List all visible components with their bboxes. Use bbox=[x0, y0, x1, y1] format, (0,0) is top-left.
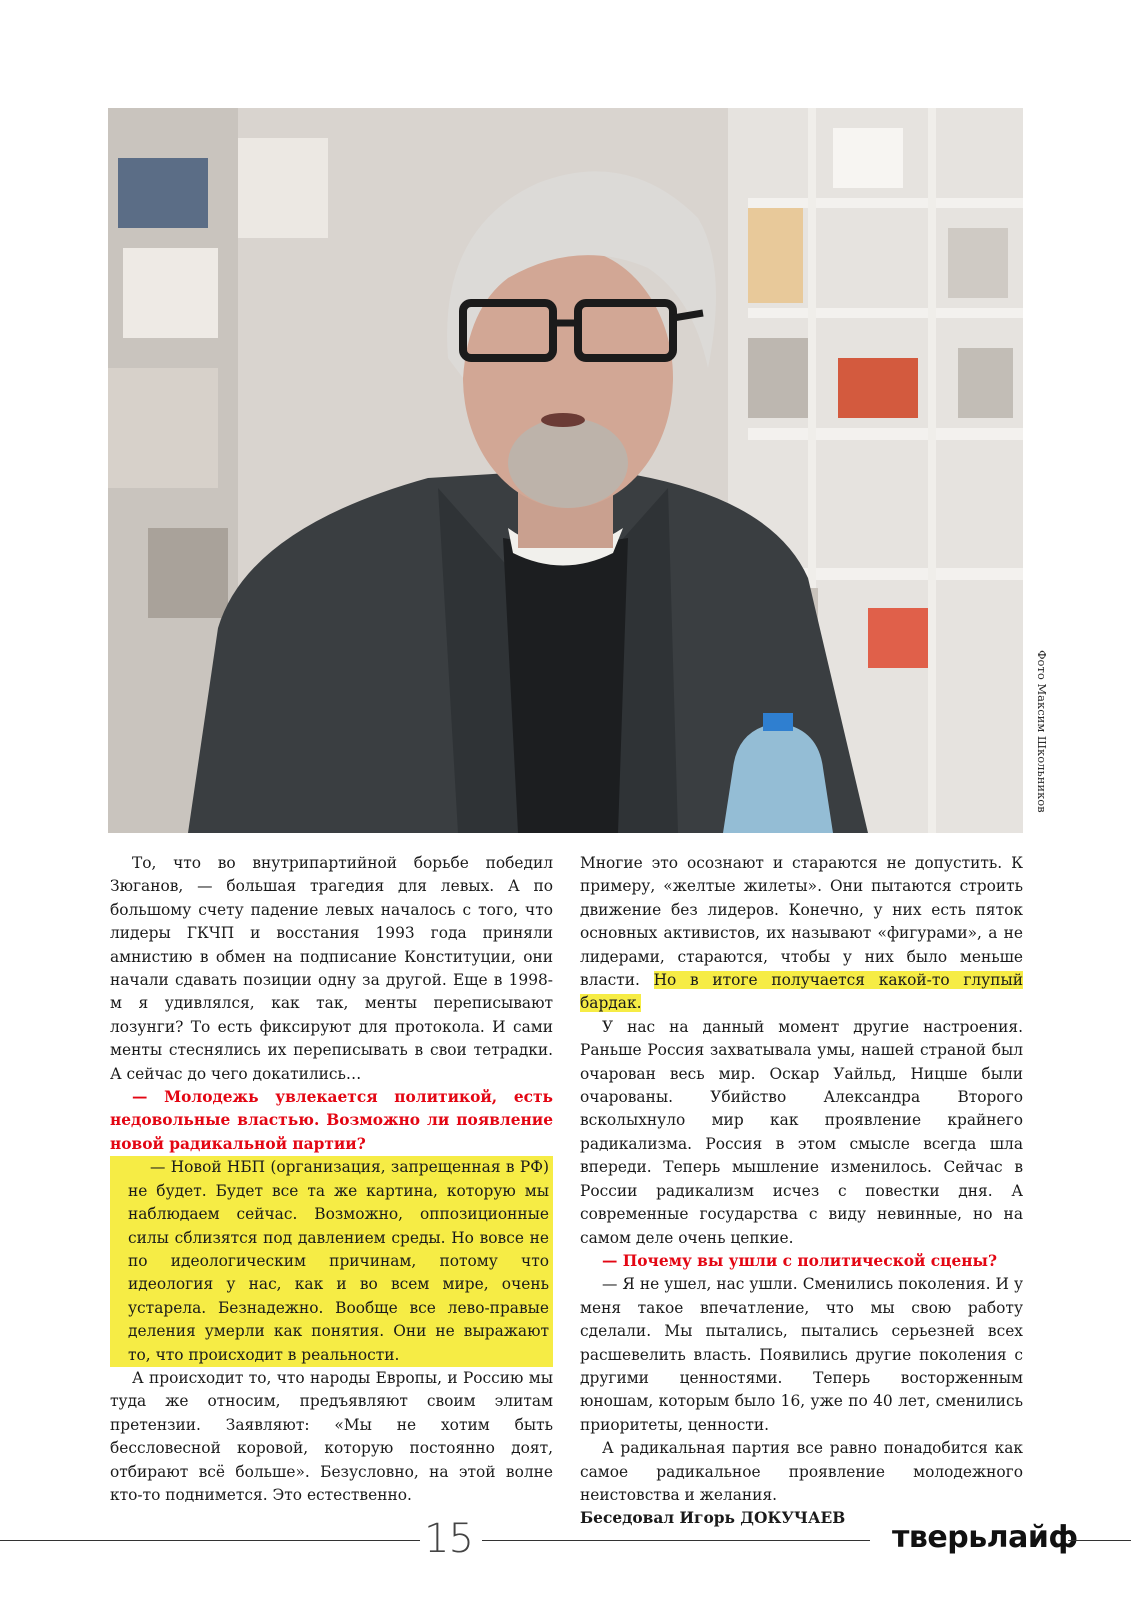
right-column bbox=[580, 852, 1023, 1531]
footer-divider-right bbox=[1068, 1540, 1131, 1541]
portrait-photo bbox=[108, 108, 1023, 833]
paragraph: У нас на данный момент другие настроения. Раньше Россия захватывала умы, нашей страной был очарован весь мир. Оскар Уайльд, Ницше были очарованы. Убийство Александра Второго всколыхнуло мир как проявление крайнего радикализма. Россия в этом смысле всегда шла впереди. Теперь мышление изменилось. Сейчас в России радикализм исчез с повестки дня. А современные государства с виду невинные, но на самом деле очень цепкие. bbox=[580, 1017, 1023, 1247]
highlighted-quote: Но в итоге получается какой-то глупый бардак. bbox=[580, 971, 1024, 1013]
byline: Беседовал Игорь ДОКУЧАЕВ bbox=[580, 1509, 846, 1528]
photo-credit: Фото Максим Школьников bbox=[1035, 650, 1049, 813]
page-number: 15 bbox=[424, 1516, 473, 1562]
brand-logo: тверьлайф bbox=[892, 1520, 1078, 1555]
paragraph: То, что во внутрипартийной борьбе победил Зюганов, — большая трагедия для левых. А по большому счету падение левых началось с того, что лидеры ГКЧП и восстания 1993 года приняли амнистию в обмен на подписание Конституции, они начали сдавать позиции одну за другой. Еще в 1998-м я удивлялся, как так, менты переписывают лозунги? То есть фиксируют для протокола. И сами менты стеснялись их переписывать в свои тетрадки. А сейчас до чего докатились… bbox=[110, 854, 553, 1083]
paragraph: А происходит то, что народы Европы, и Россию мы туда же относим, предъявляют своим элитам претензии. Заявляют: «Мы не хотим быть бессловесной коровой, которую постоянно доят, отбирают всё больше». Безусловно, на этой волне кто-то поднимется. Это естественно. bbox=[110, 1368, 553, 1504]
paragraph-text: Многие это осознают и стараются не допустить. К примеру, «желтые жилеты». Они пытаются строить движение без лидеров. Конечно, у них есть пяток основных активистов, их называют «фигурами», а не лидерами, стараются, чтобы у них было меньше власти. bbox=[580, 854, 1023, 990]
highlighted-answer: — Новой НБП (организация, запрещенная в РФ) не будет. Будет все та же картина, которую мы наблюдаем сейчас. Возможно, оппозиционные силы сблизятся под давлением среды. Но вовсе не по идеологическим причинам, потому что идеология у нас, как и во всем мире, очень устарела. Безнадежно. Вообще все лево-правые деления умерли как понятия. Они не выражают то, что происходит в реальности. bbox=[110, 1156, 553, 1367]
footer-divider-left bbox=[0, 1540, 420, 1541]
interview-question: — Молодежь увлекается политикой, есть недовольные властью. Возможно ли появление новой радикальной партии? bbox=[110, 1088, 553, 1153]
paragraph: — Я не ушел, нас ушли. Сменились поколения. И у меня такое впечатление, что мы свою работу сделали. Мы пытались, пытались серьезней всех расшевелить власть. Появились другие поколения с другими ценностями. Теперь восторженным юношам, которым было 16, уже по 40 лет, сменились приоритеты, ценности. bbox=[580, 1275, 1023, 1434]
left-column bbox=[110, 852, 553, 1507]
footer-divider-middle bbox=[482, 1540, 870, 1541]
portrait-photo-icon bbox=[108, 108, 1023, 833]
interview-question: — Почему вы ушли с политической сцены? bbox=[602, 1251, 997, 1270]
paragraph: А радикальная партия все равно понадобится как самое радикальное проявление молодежного неистовства и желания. bbox=[580, 1439, 1023, 1504]
paragraph bbox=[580, 852, 1023, 1016]
